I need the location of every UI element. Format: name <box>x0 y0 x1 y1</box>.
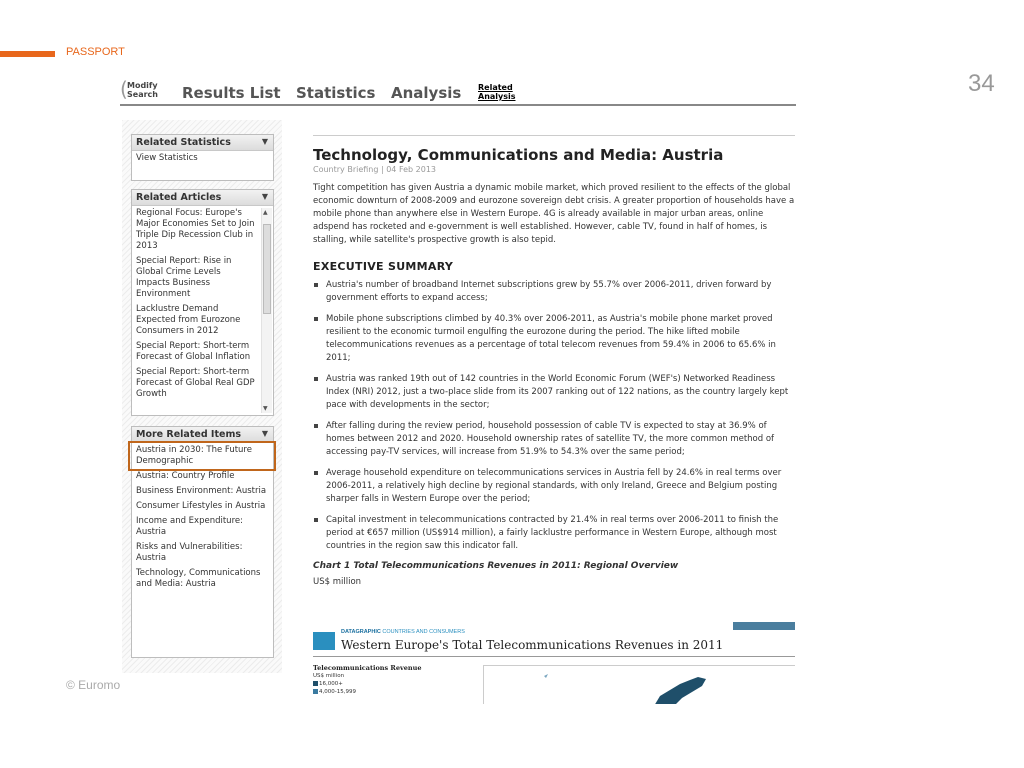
legend-entry <box>313 689 356 695</box>
legend-swatch <box>313 681 318 686</box>
legend-unit: US$ million <box>313 673 345 679</box>
more-related-item[interactable]: Consumer Lifestyles in Austria <box>136 501 266 511</box>
tab-statistics[interactable]: Statistics <box>296 84 376 102</box>
datagraphic-label <box>341 629 465 635</box>
related-articles-title: Related Articles <box>136 192 222 203</box>
bracket-icon: ( <box>120 77 128 101</box>
legend-entry-label: 16,000+ <box>319 681 343 687</box>
tab-related-line1: Related <box>478 83 513 92</box>
more-related-item[interactable]: Risks and Vulnerabilities: Austria <box>136 542 243 563</box>
executive-summary-list <box>313 279 795 553</box>
datagraphic-accent-block <box>313 632 335 650</box>
related-statistics-header[interactable] <box>132 135 273 151</box>
summary-bullet: Austria was ranked 19th out of 142 countries in the World Economic Forum (WEF's) Networked Readiness Index (NRI) 2012, just a two-place slide from its 2007 ranking out of 122 nations, as the country largely kept pace with developments in the sector; <box>313 373 795 412</box>
related-articles-list <box>132 206 273 413</box>
related-article-item[interactable]: Special Report: Short-term Forecast of Global Real GDP Growth <box>136 367 255 399</box>
legend-heading: Telecommunications Revenue <box>313 664 422 672</box>
copyright: © Euromo <box>66 678 121 692</box>
map-landmass <box>654 677 706 704</box>
scrollbar[interactable] <box>261 208 272 413</box>
article-intro: Tight competition has given Austria a dynamic mobile market, which proved resilient to the effects of the global economic downturn of 2008-2009 and eurozone sovereign debt crisis. A greater proportion of households have a mobile phone than anywhere else in Western Europe. 4G is already available in major urban areas, online adspend has rocketed and e-government is well established. However, cable TV, found in half of homes, is stalling, while satellite's prospective growth is also tepid. <box>313 183 795 245</box>
tab-bar <box>120 78 796 106</box>
scroll-thumb[interactable] <box>263 224 271 314</box>
scroll-down-icon[interactable]: ▼ <box>263 405 268 412</box>
datagraphic-label-rest: COUNTRIES AND CONSUMERS <box>380 629 465 635</box>
related-statistics-panel <box>131 134 274 181</box>
view-statistics-link[interactable]: View Statistics <box>136 153 198 163</box>
related-statistics-title: Related Statistics <box>136 137 231 148</box>
divider <box>313 135 795 136</box>
more-related-item[interactable]: Austria in 2030: The Future Demographic <box>136 445 252 466</box>
tab-modify-line2: Search <box>127 90 158 99</box>
more-related-item[interactable]: Austria: Country Profile <box>136 471 235 481</box>
more-related-title: More Related Items <box>136 429 242 440</box>
chart-caption: Chart 1 Total Telecommunications Revenues in 2011: Regional Overview <box>313 561 679 571</box>
tab-modify-search[interactable] <box>120 77 158 101</box>
summary-bullet: Capital investment in telecommunications contracted by 21.4% in real terms over 2006-2011 to finish the period at €657 million (US$914 million), a fairly lacklustre performance in Western Europe, although most countries in the region saw this indicator fall. <box>313 514 795 553</box>
tab-related-line2: Analysis <box>478 92 516 101</box>
legend-entry <box>313 681 343 687</box>
legend-entry-label: 4,000-15,999 <box>319 689 356 695</box>
collapse-arrow-icon[interactable]: ▼ <box>261 137 268 146</box>
sidebar <box>122 120 282 673</box>
datagraphic-title: Western Europe's Total Telecommunications Revenues in 2011 <box>341 638 724 652</box>
related-articles-header[interactable] <box>132 190 273 206</box>
article-subtitle: Country Briefing | 04 Feb 2013 <box>313 165 437 174</box>
summary-bullet: After falling during the review period, household possession of cable TV is expected to stay at 36.9% of homes between 2012 and 2020. Household ownership rates of satellite TV, the more common method of accessing pay-TV services, will increase from 51.9% to 54.3% over the same period; <box>313 420 795 459</box>
more-related-item[interactable]: Business Environment: Austria <box>136 486 267 496</box>
related-article-item[interactable]: Special Report: Short-term Forecast of Global Inflation <box>136 341 251 362</box>
tab-analysis[interactable]: Analysis <box>391 84 462 102</box>
highlight-annotation <box>128 441 276 471</box>
map-islands <box>544 674 548 678</box>
map-frame <box>483 665 795 704</box>
datagraphic <box>313 622 795 704</box>
executive-summary-heading: EXECUTIVE SUMMARY <box>313 260 454 273</box>
collapse-arrow-icon[interactable]: ▼ <box>261 192 268 201</box>
legend-swatch <box>313 689 318 694</box>
article <box>313 135 795 587</box>
more-related-item[interactable]: Income and Expenditure: Austria <box>136 516 243 537</box>
brand-accent-bar <box>0 51 55 57</box>
scroll-up-icon[interactable]: ▲ <box>263 209 268 216</box>
europe-map <box>484 666 795 704</box>
related-article-item[interactable]: Special Report: Rise in Global Crime Levels Impacts Business Environment <box>136 256 232 299</box>
tab-related-analysis[interactable] <box>478 83 516 101</box>
datagraphic-label-bold: DATAGRAPHIC <box>341 629 381 635</box>
datagraphic-top-bar <box>733 622 795 630</box>
summary-bullet: Austria's number of broadband Internet subscriptions grew by 55.7% over 2006-2011, driven forward by government efforts to expand access; <box>313 279 795 305</box>
related-article-item[interactable]: Regional Focus: Europe's Major Economies Set to Join Triple Dip Recession Club in 2013 <box>136 208 255 251</box>
datagraphic-divider <box>313 656 795 657</box>
article-title: Technology, Communications and Media: Austria <box>313 146 724 164</box>
page-number: 34 <box>968 70 995 97</box>
tab-modify-line1: Modify <box>127 81 158 90</box>
collapse-arrow-icon[interactable]: ▼ <box>261 429 268 438</box>
related-articles-panel <box>131 189 274 416</box>
chart-unit: US$ million <box>313 577 362 587</box>
brand-label: PASSPORT <box>66 46 125 58</box>
tab-results-list[interactable]: Results List <box>182 84 281 102</box>
summary-bullet: Mobile phone subscriptions climbed by 40.3% over 2006-2011, as Austria's mobile phone market proved resilient to the economic turmoil engulfing the eurozone during the period. The hike lifted mobile telecommunications revenues as a percentage of total telecom revenues from 59.4% in 2006 to 65.6% in 2011; <box>313 313 795 365</box>
related-article-item[interactable]: Lacklustre Demand Expected from Eurozone Consumers in 2012 <box>136 304 241 336</box>
summary-bullet: Average household expenditure on telecommunications services in Austria fell by 24.6% in real terms over 2006-2011, a relatively high decline by regional standards, with only Ireland, Greece and Belgium posting sharper falls in Western Europe over the period; <box>313 467 795 506</box>
more-related-item[interactable]: Technology, Communications and Media: Austria <box>136 568 261 589</box>
